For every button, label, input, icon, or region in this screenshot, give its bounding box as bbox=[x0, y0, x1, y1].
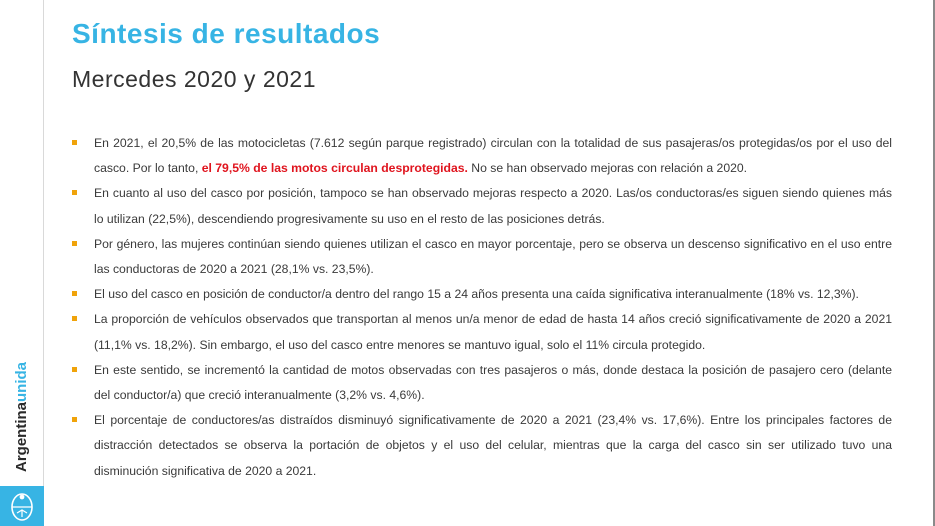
bullet-text: En cuanto al uso del casco por posición, tampoco se han observado mejoras respecto a 2020. Las/os conductoras/es siguen siendo quienes más lo utilizan (22,5%), descendiendo progresivamente su uso en el resto de las posiciones detrás. bbox=[94, 186, 892, 226]
bullet-item bbox=[72, 358, 892, 408]
page-subtitle: Mercedes 2020 y 2021 bbox=[72, 66, 316, 92]
page-title: Síntesis de resultados bbox=[72, 18, 381, 49]
bullet-item bbox=[72, 282, 892, 307]
brand-sidebar bbox=[0, 0, 44, 526]
bullet-item bbox=[72, 181, 892, 231]
bullet-text: El uso del casco en posición de conductor/a dentro del rango 15 a 24 años presenta una caída significativa interanualmente (18% vs. 12,3%). bbox=[94, 287, 859, 302]
bullet-text-before: En 2021, el 20,5% de las motocicletas (7.612 según parque registrado) circulan con la totalidad de sus pasajeras/os protegidas/os por el uso del casco. Por lo tanto, bbox=[94, 136, 892, 176]
bullet-item bbox=[72, 408, 892, 484]
bullet-square-icon bbox=[72, 291, 77, 296]
sidebar-divider bbox=[43, 0, 44, 486]
brand-word-argentina: Argentina bbox=[13, 401, 30, 472]
bullet-highlight: el 79,5% de las motos circulan desprotegidas. bbox=[201, 161, 468, 176]
bullet-item bbox=[72, 131, 892, 181]
bullet-item bbox=[72, 307, 892, 357]
bullet-square-icon bbox=[72, 140, 77, 145]
bullet-text-after: No se han observado mejoras con relación a 2020. bbox=[467, 161, 748, 176]
bullet-text: El porcentaje de conductores/as distraídos disminuyó significativamente de 2020 a 2021 (23,4% vs. 17,6%). Entre los principales factores de distracción detectados se observa la portación de objetos y el uso del celular, mientras que la carga del casco sin ser utilizado tuvo una disminución significativa de 2020 a 2021. bbox=[94, 413, 892, 478]
bullet-square-icon bbox=[72, 367, 77, 372]
bullet-square-icon bbox=[72, 190, 77, 195]
brand-word-unida: unida bbox=[13, 361, 30, 402]
national-shield-icon bbox=[0, 486, 44, 526]
bullet-text: Por género, las mujeres continúan siendo quienes utilizan el casco en mayor porcentaje, pero se observa un descenso significativo en el uso entre las conductoras de 2020 a 2021 (28,1% vs. 23,5%). bbox=[94, 236, 892, 277]
brand-wordmark bbox=[10, 342, 34, 472]
bullet-square-icon bbox=[72, 241, 77, 246]
bullet-item bbox=[72, 232, 892, 282]
bullet-square-icon bbox=[72, 316, 77, 321]
bullet-text: En este sentido, se incrementó la cantidad de motos observadas con tres pasajeros o más, donde destaca la posición de pasajero cero (delante del conductor/a) que creció interanualmente (3,2% vs. 4,6%). bbox=[94, 362, 892, 403]
bullet-square-icon bbox=[72, 417, 77, 422]
results-bullet-list bbox=[72, 131, 892, 484]
bullet-text: La proporción de vehículos observados que transportan al menos un/a menor de edad de hasta 14 años creció significativamente de 2020 a 2021 (11,1% vs. 18,2%). Sin embargo, el uso del casco entre menores se mantuvo igual, solo el 11% circula protegido. bbox=[94, 312, 892, 352]
